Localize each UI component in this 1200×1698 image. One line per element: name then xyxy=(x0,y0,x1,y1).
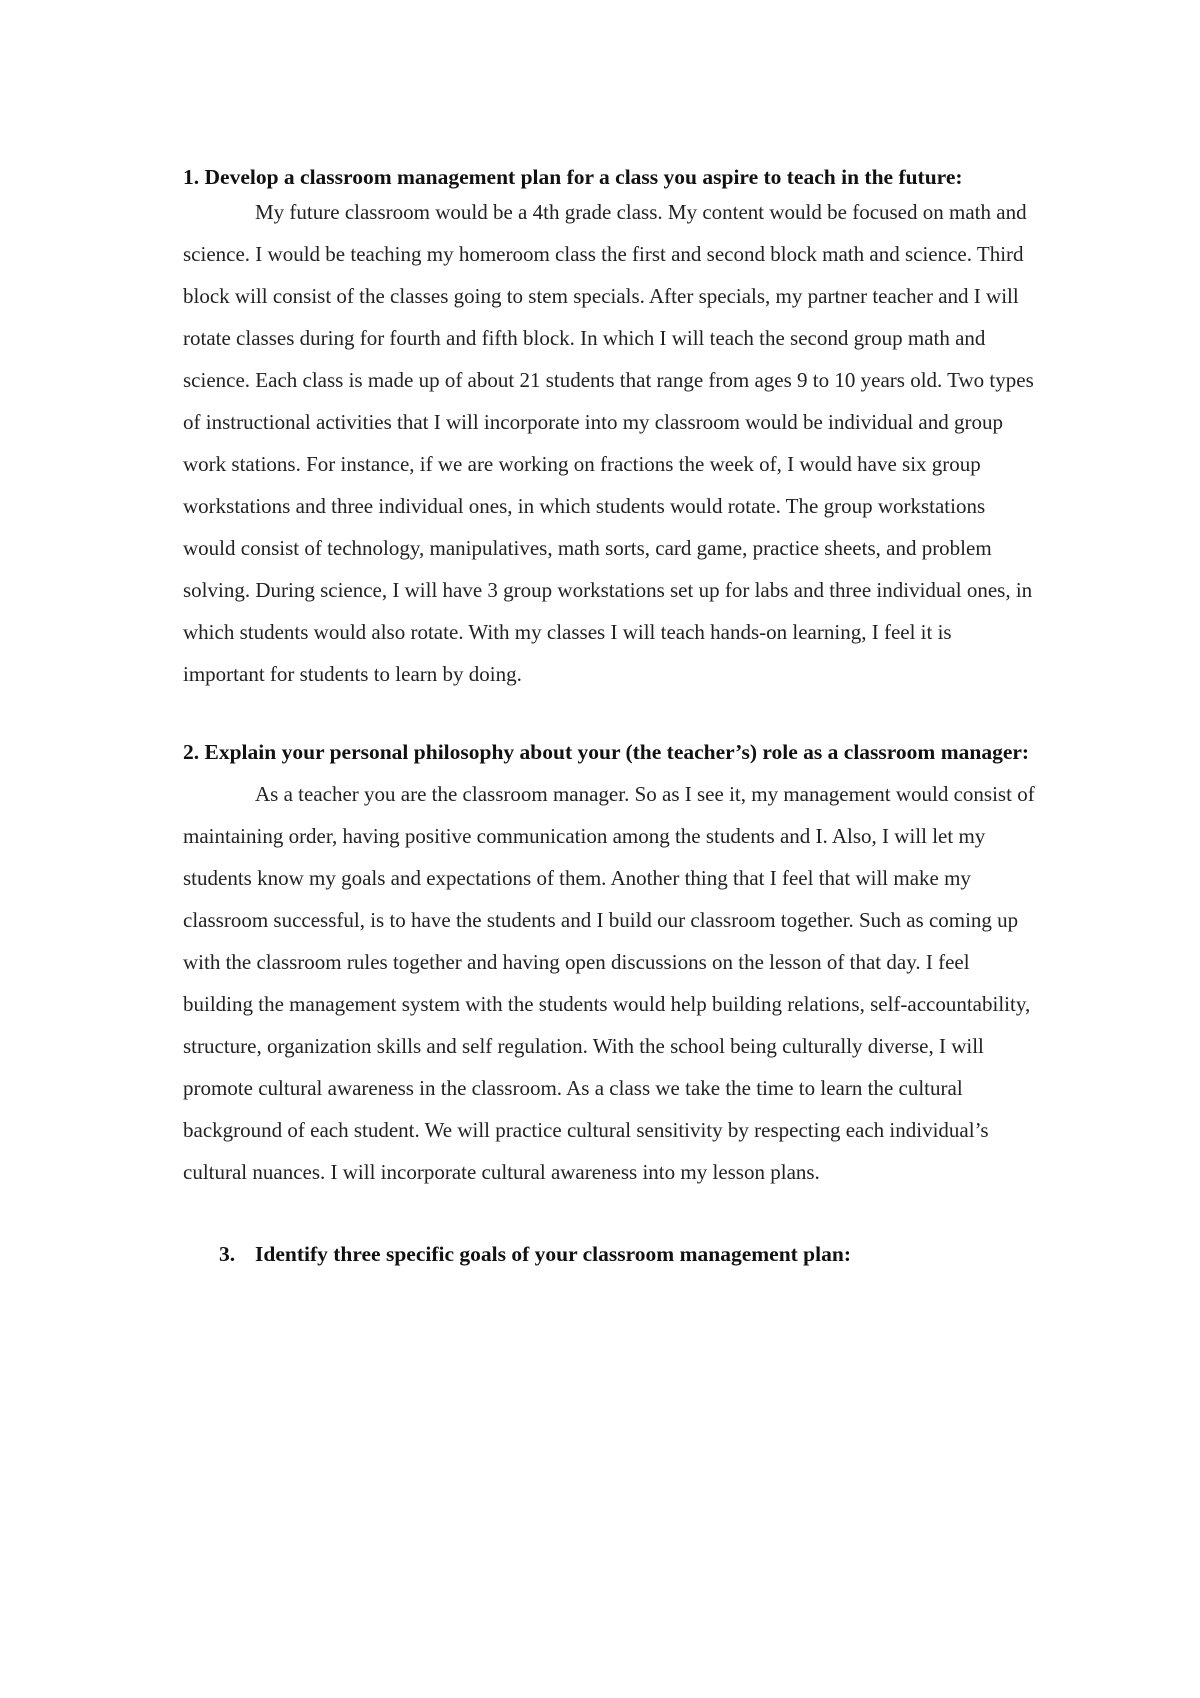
document-content xyxy=(183,164,1035,1275)
section-3-heading-text: Identify three specific goals of your classroom management plan: xyxy=(255,1242,851,1266)
section-spacer xyxy=(183,695,1035,731)
section-1-heading: 1. Develop a classroom management plan for a class you aspire to teach in the future: xyxy=(183,165,963,189)
section-1-body: My future classroom would be a 4th grade class. My content would be focused on math and science. I would be teaching my homeroom class the first and second block math and science. Third block will consist of the classes going to stem specials. After specials, my partner teacher and I will rotate classes during for fourth and fifth block. In which I will teach the second group math and science. Each class is made up of about 21 students that range from ages 9 to 10 years old. Two types of instructional activities that I will incorporate into my classroom would be individual and group work stations. For instance, if we are working on fractions the week of, I would have six group workstations and three individual ones, in which students would rotate. The group workstations would consist of technology, manipulatives, math sorts, card game, practice sheets, and problem solving. During science, I will have 3 group workstations set up for labs and three individual ones, in which students would also rotate. With my classes I will teach hands-on learning, I feel it is important for students to learn by doing. xyxy=(183,200,1034,686)
section-3-heading xyxy=(219,1233,1035,1275)
section-3-number: 3. xyxy=(219,1242,236,1266)
section-2-heading: 2. Explain your personal philosophy about your (the teacher’s) role as a classroom manager: xyxy=(183,740,1030,764)
section-spacer xyxy=(183,1193,1035,1233)
section-2-body: As a teacher you are the classroom manager. So as I see it, my management would consist of maintaining order, having positive communication among the students and I. Also, I will let my students know my goals and expectations of them. Another thing that I feel that will make my classroom successful, is to have the students and I build our classroom together. Such as coming up with the classroom rules together and having open discussions on the lesson of that day. I feel building the management system with the students would help building relations, self-accountability, structure, organization skills and self regulation. With the school being culturally diverse, I will promote cultural awareness in the classroom. As a class we take the time to learn the cultural background of each student. We will practice cultural sensitivity by respecting each individual’s cultural nuances. I will incorporate cultural awareness into my lesson plans. xyxy=(183,782,1035,1184)
